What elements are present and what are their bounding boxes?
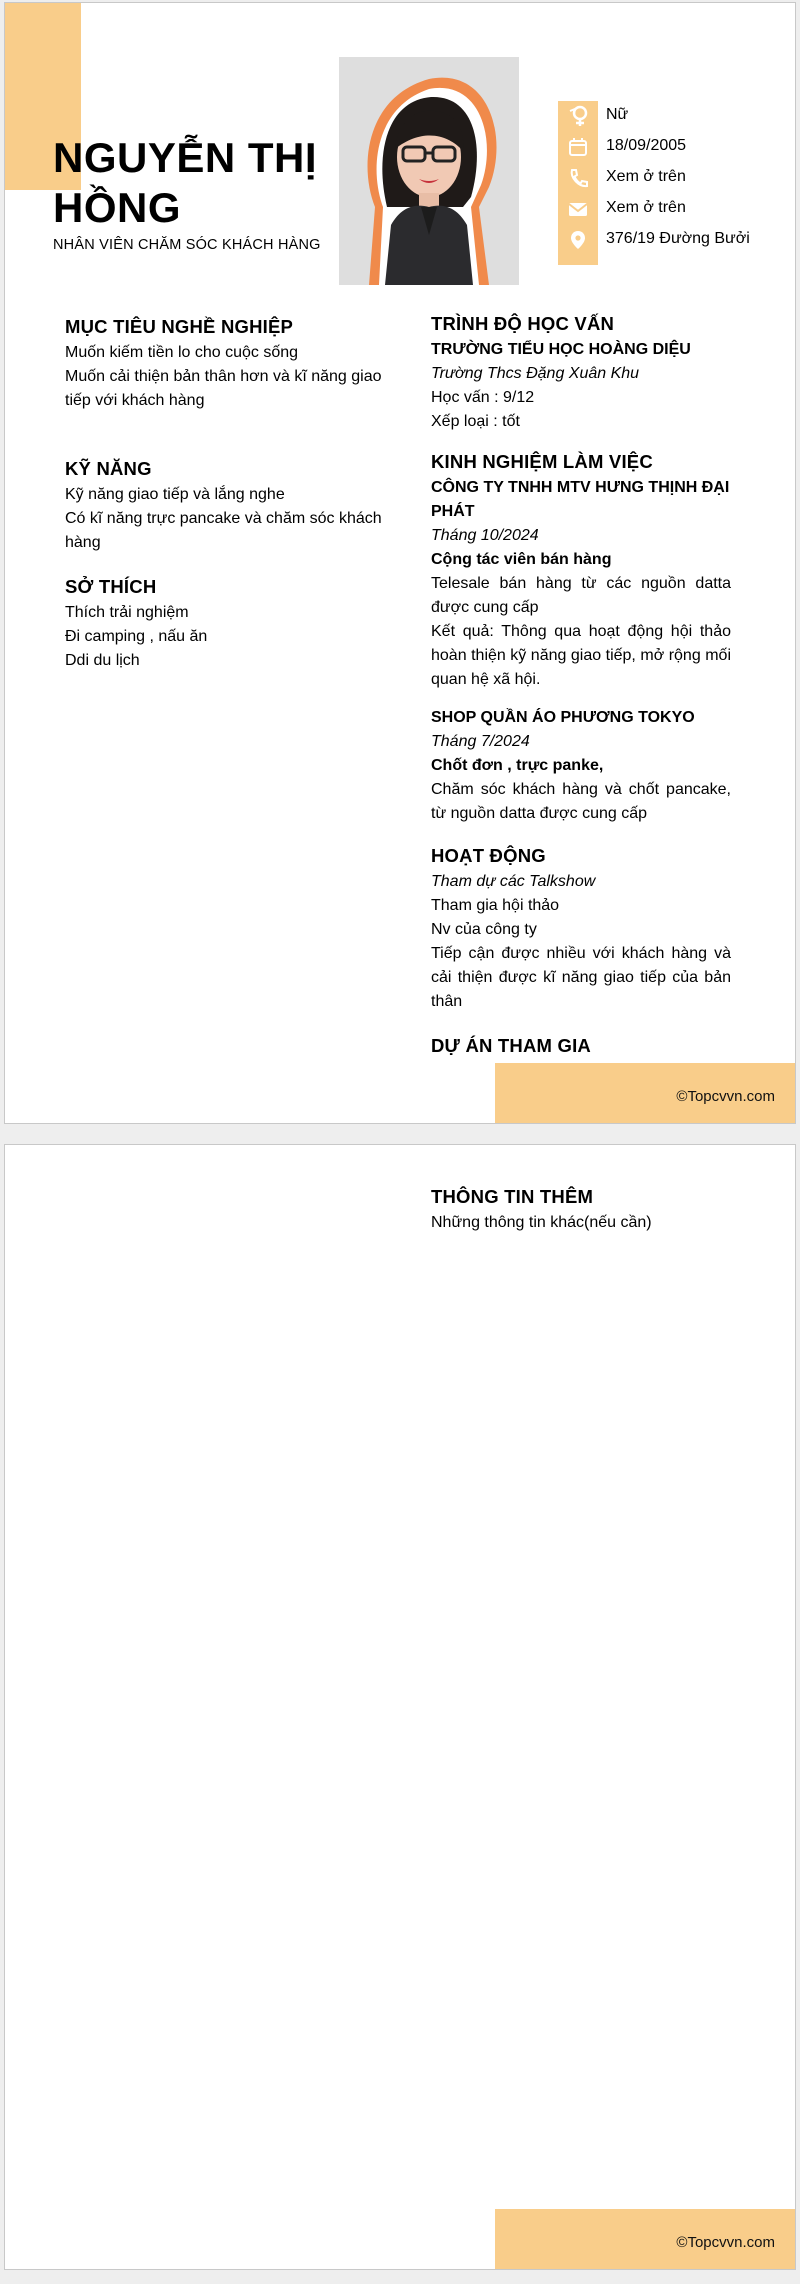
job-date: Tháng 10/2024 [431,527,539,544]
job-title: NHÂN VIÊN CHĂM SÓC KHÁCH HÀNG [53,237,321,253]
skills-line: Kỹ năng giao tiếp và lắng nghe [65,486,285,503]
contact-gender [558,101,788,131]
education-line: Xếp loại : tốt [431,413,520,430]
profile-photo [339,57,519,285]
hobbies-line: Thích trải nghiệm [65,604,189,621]
gender-icon [558,101,598,131]
contact-birthday-text: 18/09/2005 [606,137,687,154]
job-line: Telesale bán hàng từ các nguồn datta được cung cấp [431,575,731,616]
contact-birthday [558,132,788,162]
objective-line: Muốn cải thiện bản thân hơn và kĩ năng giao tiếp với khách hàng [65,368,382,409]
footer-watermark[interactable]: ©Topcvvn.com [676,1088,775,1105]
job-role: Chốt đơn , trực panke, [431,757,604,774]
experience-section [431,450,731,826]
education-school: TRƯỜNG TIỂU HỌC HOÀNG DIỆU [431,341,691,358]
job-date: Tháng 7/2024 [431,733,530,750]
skills-title: KỸ NĂNG [65,458,152,479]
email-icon [558,194,598,224]
education-section [431,312,731,434]
additional-info-section [431,1185,731,1235]
activities-line: Tham gia hội thảo [431,897,560,914]
calendar-icon [558,132,598,162]
footer-watermark[interactable]: ©Topcvvn.com [676,2234,775,2251]
candidate-name: NGUYỄN THỊ HỒNG [53,134,318,231]
activities-line: Tiếp cận được nhiều với khách hàng và cải thiện được kĩ năng giao tiếp của bản thân [431,945,731,1010]
activities-title: HOẠT ĐỘNG [431,845,546,866]
phone-icon [558,163,598,193]
cv-page-2 [4,1144,796,2270]
skills-section [65,457,395,555]
job-company: SHOP QUẦN ÁO PHƯƠNG TOKYO [431,709,695,726]
additional-info-title: THÔNG TIN THÊM [431,1186,594,1207]
location-icon [558,225,598,255]
job-role: Cộng tác viên bán hàng [431,551,612,568]
contact-gender-text: Nữ [606,106,629,123]
contact-phone [558,163,788,193]
activities-section [431,844,731,1014]
activities-line: Nv của công ty [431,921,537,938]
job-company: CÔNG TY TNHH MTV HƯNG THỊNH ĐẠI PHÁT [431,479,730,520]
objective-section [65,315,395,413]
experience-title: KINH NGHIỆM LÀM VIỆC [431,451,653,472]
hobbies-section [65,575,395,673]
education-school-secondary: Trường Thcs Đặng Xuân Khu [431,365,640,382]
activities-event: Tham dự các Talkshow [431,873,596,890]
contact-address-text: 376/19 Đường Bưởi [606,230,750,247]
contact-phone-text: Xem ở trên [606,168,686,185]
hobbies-title: SỞ THÍCH [65,576,157,597]
objective-title: MỤC TIÊU NGHỀ NGHIỆP [65,316,294,337]
contact-address [558,225,788,255]
contact-email [558,194,788,224]
job-line: Kết quả: Thông qua hoạt động hội thảo hoàn thiện kỹ năng giao tiếp, mở rộng mối quan hệ xã hội. [431,623,731,688]
cv-page-1 [4,2,796,1124]
hobbies-line: Đi camping , nấu ăn [65,628,208,645]
projects-title: DỰ ÁN THAM GIA [431,1035,591,1056]
projects-section [431,1034,731,1058]
job-line: Chăm sóc khách hàng và chốt pancake, từ nguồn datta được cung cấp [431,781,731,822]
objective-line: Muốn kiếm tiền lo cho cuộc sống [65,344,299,361]
contact-email-text: Xem ở trên [606,199,686,216]
additional-info-line: Những thông tin khác(nếu cần) [431,1214,652,1231]
education-title: TRÌNH ĐỘ HỌC VẤN [431,313,615,334]
hobbies-line: Ddi du lịch [65,652,140,669]
skills-line: Có kĩ năng trực pancake và chăm sóc khách hàng [65,510,382,551]
education-line: Học vấn : 9/12 [431,389,535,406]
